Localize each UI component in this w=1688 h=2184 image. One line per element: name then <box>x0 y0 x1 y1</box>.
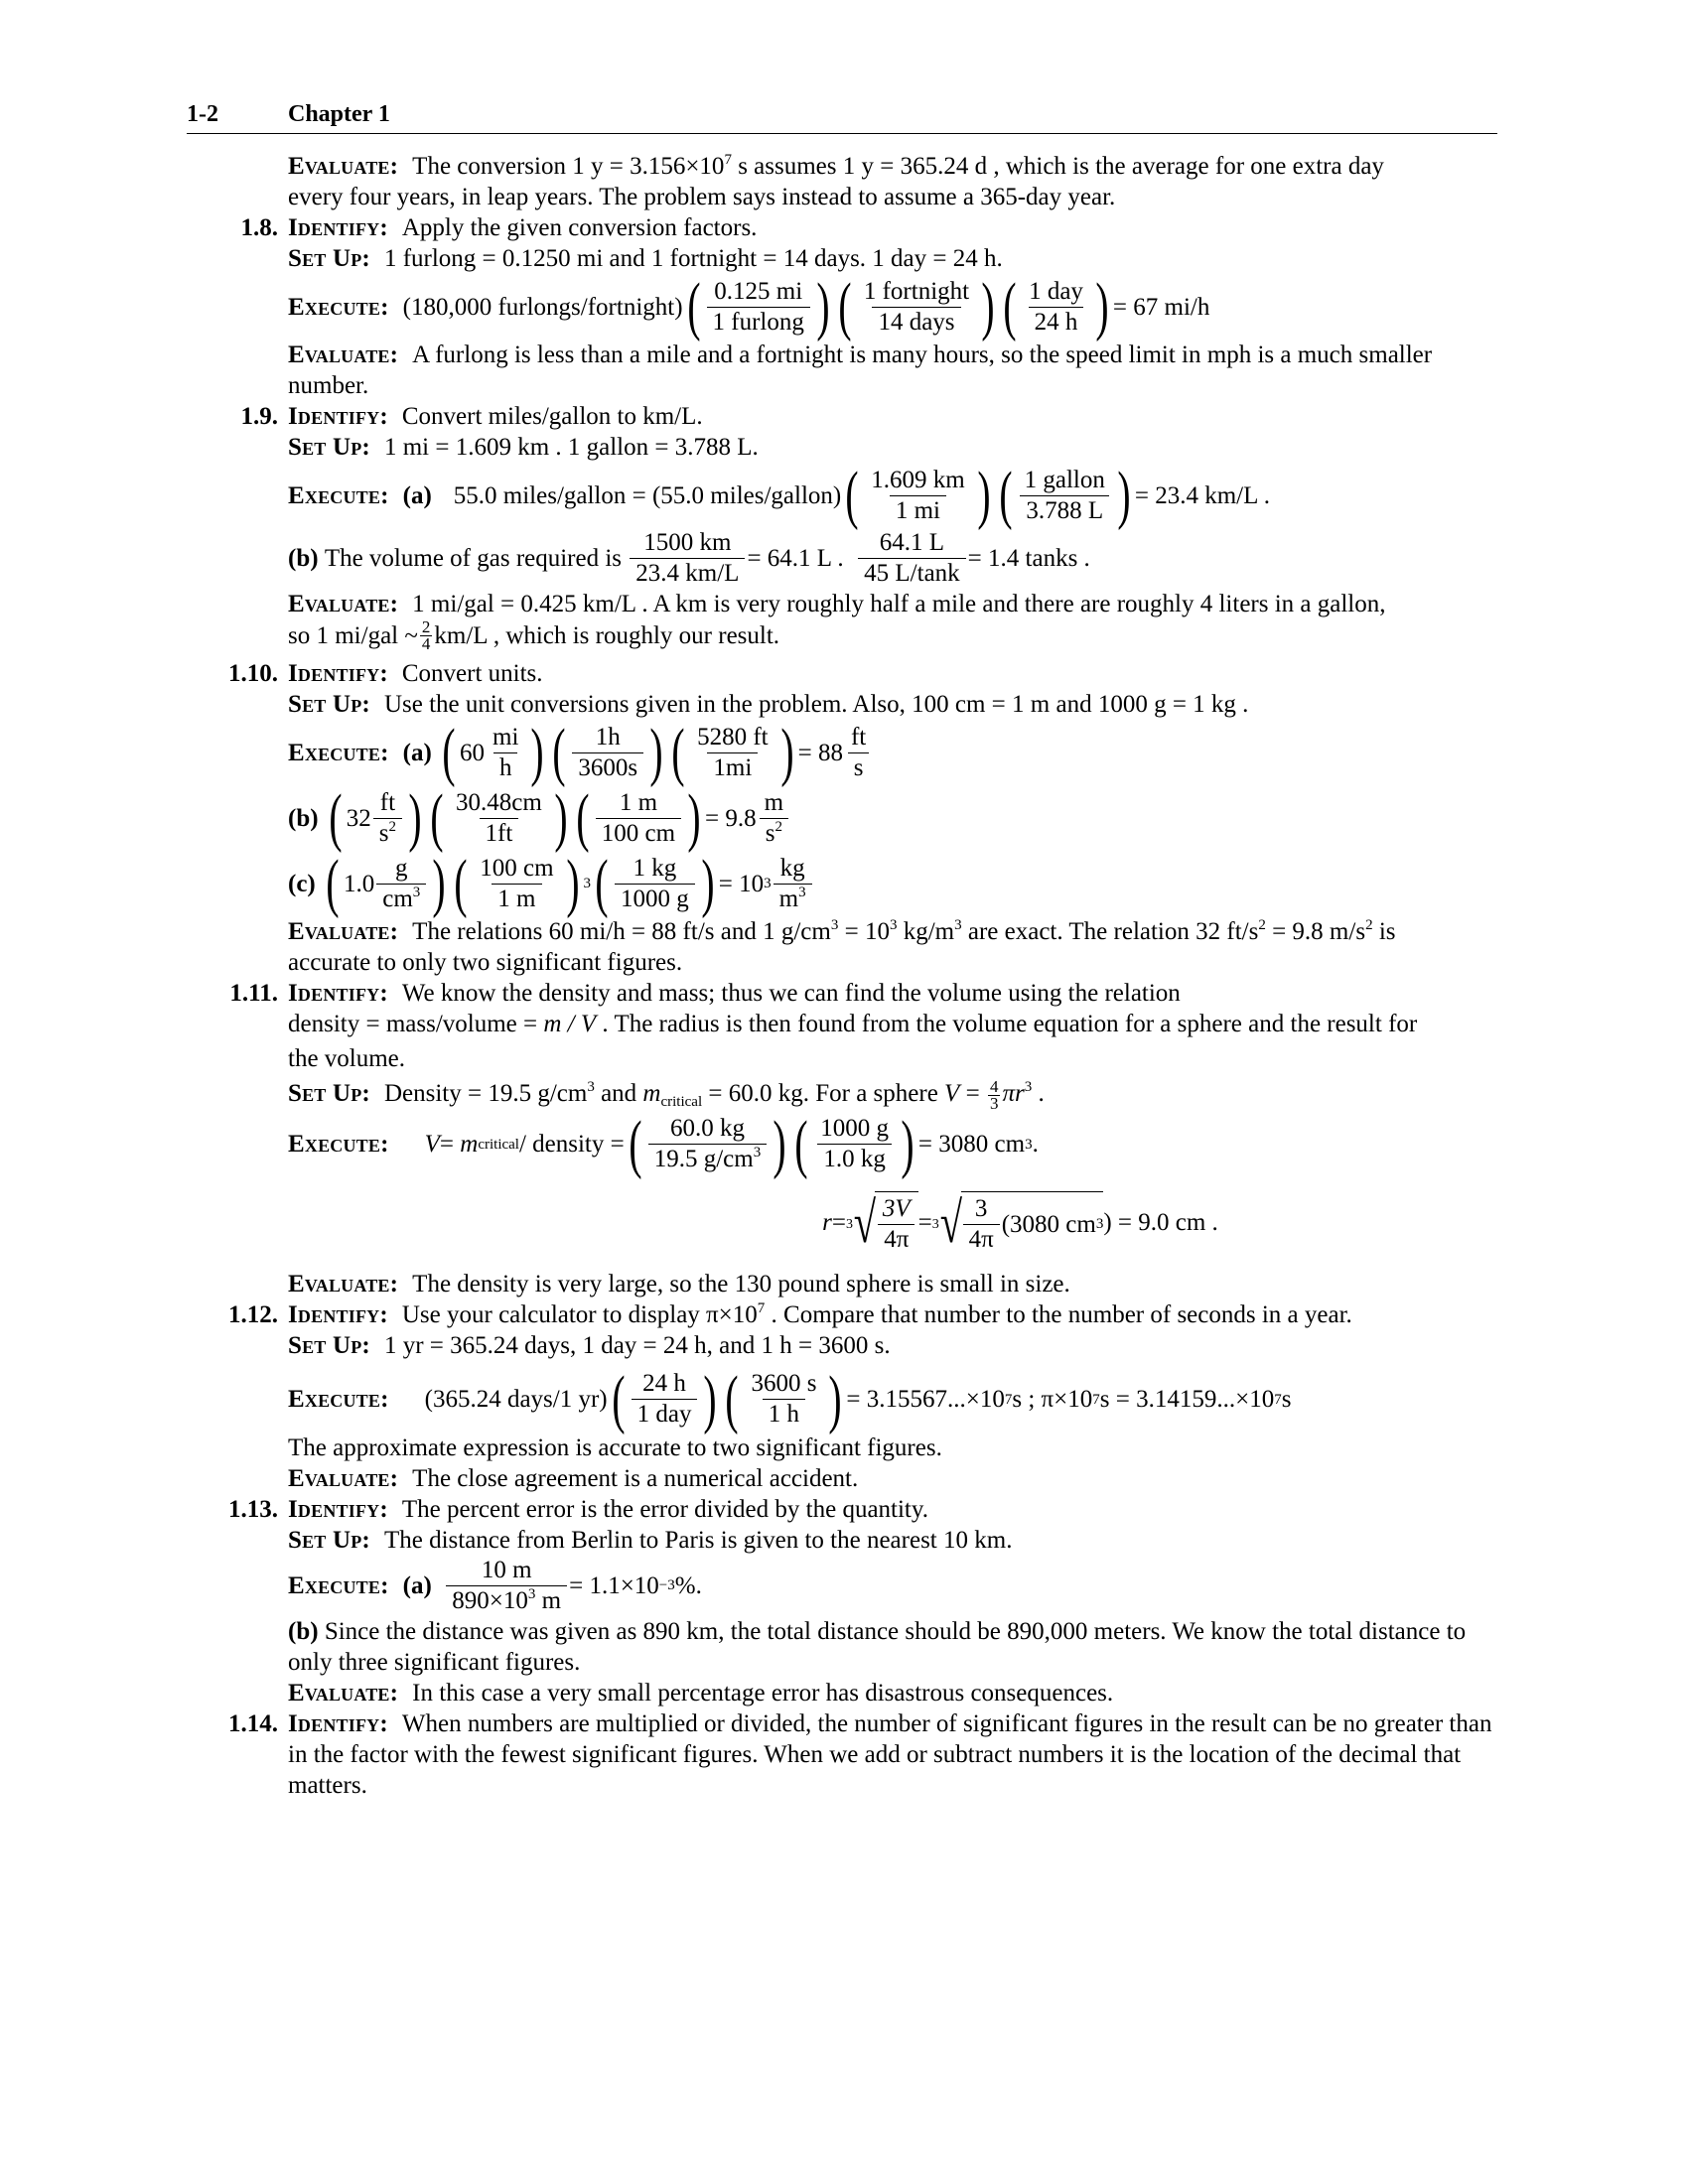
text: The conversion 1 y = 3.156×10 <box>412 153 725 180</box>
part-label: (b) <box>288 545 319 572</box>
page-header <box>187 99 1497 134</box>
numerator: ft <box>379 788 396 816</box>
denominator: h <box>493 752 518 783</box>
execute-equation: Execute: (365.24 days/1 yr) ( $\frac{24 h}{\text{1 day}}$ ) ( $\frac{3600 s}{1 h}$ ) = 3.15567...×10 7 s ; π×10 7 s = 3.14159...×10 7 s <box>288 1362 1292 1435</box>
text: The distance from Berlin to Paris is given to the nearest 10 km. <box>383 1526 1013 1554</box>
problem-1-14 <box>228 1708 1504 1801</box>
denominator: s <box>848 752 870 783</box>
factor: ( $\frac{24 h}{\text{1 day}}$ ) <box>612 1362 718 1435</box>
factor: ( $\frac{1000 g}{1.0 kg}$ ) <box>794 1107 914 1180</box>
denominator: 4π <box>963 1224 1000 1255</box>
setup-line <box>288 689 1504 720</box>
text: 1 furlong = 0.1250 mi and 1 fortnight = 14 days. 1 day = 24 h. <box>383 245 1003 272</box>
exponent: 2 <box>1258 917 1266 933</box>
denominator: 1ft <box>480 818 519 849</box>
denominator: 1.0 kg <box>817 1144 892 1174</box>
denominator: 45 L/tank <box>858 558 966 589</box>
text: = 1.4 tanks . <box>967 545 1090 572</box>
factor: ( $\frac{\text{1 day}}{24 h}$ ) <box>1003 270 1109 342</box>
text: s <box>765 819 775 847</box>
setup-label: Set Up: <box>288 434 370 461</box>
exponent: 3 <box>753 1145 762 1161</box>
fraction <box>774 854 812 914</box>
text: are exact. The relation 32 ft/s <box>961 918 1259 945</box>
identify-line <box>288 1708 1504 1801</box>
execute-b-equation <box>288 781 1504 854</box>
denominator <box>878 1224 914 1255</box>
execute-a-equation: Execute: (a) $\frac{10 m}{890\times 10^3 m}$ = 1.1×10 −3 %. <box>288 1556 702 1614</box>
execute-b-equation <box>288 528 1504 589</box>
exponent: 3 <box>798 884 806 900</box>
variable: V <box>424 1131 440 1159</box>
setup-label: Set Up: <box>288 1331 370 1359</box>
text: = <box>917 1209 932 1237</box>
problem-number: 1.14. <box>228 1709 278 1737</box>
text: When numbers are multiplied or divided, the number of significant figures in the result can be no greater than in the factor with the fewest significant figures. When we add or subtract numbers it is the location of the decimal that matters. <box>288 1709 1492 1799</box>
denominator <box>376 884 426 914</box>
text: s <box>1281 1386 1292 1414</box>
evaluate-label: Evaluate: <box>288 918 399 945</box>
factor: ( 32 $\frac{ft}{s^2}$ ) <box>329 781 422 854</box>
exponent: 7 <box>724 152 732 168</box>
variable: 3V <box>882 1194 911 1222</box>
part-label: (a) <box>402 739 432 766</box>
part-label: (b) <box>288 1617 319 1645</box>
text: Convert miles/gallon to km/L. <box>401 403 703 430</box>
subscript: critical <box>660 1094 703 1110</box>
setup-label: Set Up: <box>288 1526 370 1554</box>
text: (3080 cm <box>1001 1210 1096 1238</box>
setup-label: Set Up: <box>288 1080 370 1107</box>
text: Density = 19.5 g/cm <box>383 1080 588 1107</box>
factor: ( 1.0 $\frac{g}{cm^3}$ ) <box>326 847 446 919</box>
denominator: 3600s <box>572 752 643 783</box>
text: m <box>778 885 799 912</box>
numerator: 1 gallon <box>1024 466 1105 493</box>
denominator: 3.788 L <box>1020 495 1109 526</box>
identify-line <box>288 1299 1504 1330</box>
text: = 23.4 km/L . <box>1134 481 1270 509</box>
coefficient: 1.0 <box>343 870 375 897</box>
evaluate-line <box>288 916 1504 947</box>
text: s assumes 1 y = 365.24 d , which is the average for one extra day <box>731 153 1384 180</box>
numerator: kg <box>779 854 805 882</box>
denominator: 24 h <box>1029 307 1084 338</box>
setup-line <box>288 432 1504 463</box>
problem-number: 1.12. <box>228 1300 278 1328</box>
evaluate-line <box>288 1678 1504 1708</box>
numerator: 60.0 kg <box>669 1115 745 1143</box>
setup-line <box>288 1330 1504 1361</box>
numerator: 3600 s <box>751 1370 817 1398</box>
execute-b-line <box>288 1616 1504 1678</box>
text: The density is very large, so the 130 pound sphere is small in size. <box>412 1270 1070 1297</box>
setup-label: Set Up: <box>288 691 370 718</box>
execute-label: Execute: <box>288 293 389 321</box>
text: = 67 mi/h <box>1112 293 1210 321</box>
identify-line-2 <box>288 1009 1504 1039</box>
text: = 3080 cm <box>917 1131 1026 1159</box>
text: = 10 <box>838 918 890 945</box>
text: m <box>535 1586 562 1614</box>
execute-equation <box>288 270 1504 342</box>
text: = 9.8 m/s <box>1265 918 1366 945</box>
factor: ( $\frac{1.609 km}{1 mi}$ ) <box>845 459 991 531</box>
radius-expression <box>822 1191 1218 1255</box>
identify-line <box>288 978 1504 1009</box>
text: kg/m <box>897 918 955 945</box>
numerator: 0.125 mi <box>714 277 803 305</box>
text: = 88 <box>797 739 843 766</box>
evaluate-label: Evaluate: <box>288 1679 399 1706</box>
execute-label: Execute: <box>288 1386 389 1414</box>
text: . <box>1032 1131 1039 1159</box>
text: 4π <box>884 1225 910 1253</box>
fraction <box>858 528 966 589</box>
page-number: 1-2 <box>187 101 218 127</box>
factor: ( $\frac{\text{1 fortnight}}{\text{14 days}}$ ) <box>838 270 995 342</box>
factor: ( $\frac{5280 ft}{1mi}$ ) <box>671 716 794 788</box>
evaluate-line <box>288 589 1504 619</box>
text: = <box>439 1131 455 1159</box>
setup-line <box>288 1525 1504 1556</box>
problem-1-9 <box>240 401 1504 653</box>
numerator: 64.1 L <box>879 529 945 556</box>
denominator: 100 cm <box>596 818 681 849</box>
denominator: 23.4 km/L <box>630 558 745 589</box>
numerator: m <box>764 788 784 816</box>
evaluate-line-2: every four years, in leap years. The problem says instead to assume a 365-day year. <box>288 184 1116 210</box>
evaluate-line-2: accurate to only two significant figures. <box>288 949 683 976</box>
denominator <box>648 1144 768 1174</box>
factor: ( $\frac{1 kg}{1000 g}$ ) <box>595 847 715 919</box>
setup-label: Set Up: <box>288 245 370 272</box>
text: Apply the given conversion factors. <box>401 214 758 241</box>
variable: V <box>944 1080 960 1107</box>
text: = 60.0 kg. For a sphere <box>702 1080 945 1107</box>
part-label: (c) <box>288 870 316 897</box>
numerator: 100 cm <box>480 854 554 882</box>
identify-line <box>288 658 1504 689</box>
text: 1 mi = 1.609 km . 1 gallon = 3.788 L. <box>383 434 759 461</box>
identify-label: Identify: <box>288 980 388 1007</box>
text: so 1 mi/gal ~ <box>288 622 418 649</box>
identify-label: Identify: <box>288 1709 388 1737</box>
numerator: mi <box>492 723 519 751</box>
problem-number: 1.10. <box>228 660 278 687</box>
factor: ( $\frac{30.48cm}{1ft}$ ) <box>430 781 568 854</box>
factor: ( $\frac{1 m}{100 cm}$ ) <box>576 781 701 854</box>
text: 890×10 <box>452 1586 528 1614</box>
denominator: 1 mi <box>890 495 946 526</box>
numerator: 1 m <box>619 788 658 816</box>
factor: ( $\frac{100 cm}{1 m}$ ) 3 <box>454 847 592 919</box>
setup-line <box>288 243 1504 274</box>
text: = <box>831 1209 847 1237</box>
text: = <box>959 1080 986 1107</box>
text: = 64.1 L . <box>747 545 844 572</box>
text: 1 mi/gal = 0.425 km/L . A km is very roughly half a mile and there are roughly 4 liters in a gallon, <box>412 591 1386 617</box>
chapter-title: Chapter 1 <box>288 101 390 127</box>
exponent: 3 <box>527 1585 536 1602</box>
numerator: 1500 km <box>643 529 732 556</box>
text: is <box>1372 918 1396 945</box>
numerator: 3 <box>974 1194 988 1222</box>
identify-label: Identify: <box>288 214 388 241</box>
denominator <box>760 818 788 849</box>
numerator: 1h <box>595 723 621 751</box>
denominator <box>446 1585 567 1616</box>
text: (180,000 furlongs/fortnight) <box>402 293 683 321</box>
denominator: 1 day <box>632 1399 698 1430</box>
root-index: 3 <box>846 1216 854 1232</box>
identify-line <box>288 401 1504 432</box>
denominator <box>373 818 402 849</box>
evaluate-line <box>288 340 1504 401</box>
evaluate-label: Evaluate: <box>288 341 399 368</box>
text: The relations 60 mi/h = 88 ft/s and 1 g/cm <box>412 918 831 945</box>
numerator: 1 day <box>1029 277 1083 305</box>
cube-root: 3 √ $\frac{3}{4\pi}$ (3080 cm 3 <box>931 1189 1104 1255</box>
numerator: 30.48cm <box>456 788 542 816</box>
numerator: 1 kg <box>633 854 677 882</box>
exponent: 3 <box>1024 1079 1033 1095</box>
numerator: 2 <box>421 617 431 636</box>
text: The close agreement is a numerical accident. <box>412 1464 859 1492</box>
identify-line <box>288 1494 1504 1525</box>
fraction <box>630 528 745 589</box>
denominator: 4 <box>421 634 431 653</box>
problem-number: 1.8. <box>240 214 278 241</box>
part-label: (b) <box>288 804 319 832</box>
problem-1-11 <box>229 978 1504 1299</box>
variable: πr <box>1002 1080 1025 1107</box>
radius-equation <box>288 1191 1504 1255</box>
exponent: 3 <box>954 917 962 933</box>
text: = 3.15567...×10 <box>846 1386 1005 1414</box>
factor: ( 60 $\frac{mi}{h}$ ) <box>442 716 545 788</box>
identify-label: Identify: <box>288 660 388 687</box>
text: A furlong is less than a mile and a fortnight is many hours, so the speed limit in mph is a much smaller number. <box>288 341 1433 399</box>
text: . The radius is then found from the volume equation for a sphere and the result for <box>596 1011 1418 1037</box>
text: = 1.1×10 <box>569 1571 659 1599</box>
fraction <box>446 1556 567 1616</box>
denominator: 14 days <box>872 307 960 338</box>
numerator: 10 m <box>481 1556 532 1583</box>
text: s <box>378 819 389 847</box>
text: Use your calculator to display π×10 <box>401 1300 758 1328</box>
exponent: 7 <box>757 1299 766 1316</box>
factor: ( $\frac{0.125 mi}{\text{1 furlong}}$ ) <box>686 270 830 342</box>
text: . Compare that number to the number of seconds in a year. <box>765 1300 1352 1328</box>
execute-a-equation <box>288 459 1504 531</box>
text: s = 3.14159...×10 <box>1099 1386 1275 1414</box>
execute-label: Execute: <box>288 481 389 509</box>
execute-label: Execute: <box>288 1571 389 1599</box>
root-index: 3 <box>931 1216 939 1232</box>
note-line: The approximate expression is accurate to two significant figures. <box>288 1433 942 1461</box>
problem-1-8 <box>240 212 1504 401</box>
text: 55.0 miles/gallon = (55.0 miles/gallon) <box>453 481 842 509</box>
evaluate-label: Evaluate: <box>288 153 399 180</box>
evaluate-line <box>288 1269 1504 1299</box>
coefficient: 60 <box>460 739 486 766</box>
problem-1-10 <box>228 658 1504 978</box>
numerator: 1.609 km <box>871 466 965 493</box>
text: The volume of gas required is <box>324 545 623 572</box>
text: Since the distance was given as 890 km, the total distance should be 890,000 meters. We know the total distance to only three significant figures. <box>288 1617 1467 1676</box>
identify-label: Identify: <box>288 1495 388 1523</box>
text: cm <box>382 885 413 912</box>
text: In this case a very small percentage error has disastrous consequences. <box>412 1679 1114 1706</box>
denominator <box>774 884 812 914</box>
text: Convert units. <box>401 660 543 687</box>
coefficient: 32 <box>346 804 371 832</box>
evaluate-label: Evaluate: <box>288 1464 399 1492</box>
factor: ( $\frac{3600 s}{1 h}$ ) <box>725 1362 843 1435</box>
denominator: 1 furlong <box>707 307 810 338</box>
variable: m <box>460 1131 479 1159</box>
numerator: ft <box>850 723 867 751</box>
text: We know the density and mass; thus we can find the volume using the relation <box>401 980 1181 1007</box>
text: ) = 9.0 cm . <box>1103 1209 1218 1237</box>
evaluate-label: Evaluate: <box>288 591 399 617</box>
problem-1-12 <box>228 1299 1504 1494</box>
execute-equation: Execute: V = m critical / density = ( $\frac{60.0 kg}{19.5 g/cm^3}$ ) ( $\frac{1000 g}{1.0 kg}$ ) = 3080 cm 3 . <box>288 1107 1039 1180</box>
evaluate-line <box>288 1463 1504 1494</box>
denominator: 1000 g <box>615 884 695 914</box>
factor: ( $\frac{1h}{3600s}$ ) <box>552 716 663 788</box>
text: and <box>594 1080 643 1107</box>
problem-1-13 <box>228 1494 1504 1708</box>
numerator: g <box>395 854 408 882</box>
text: %. <box>674 1571 702 1599</box>
numerator <box>877 1194 916 1224</box>
text: 1 yr = 365.24 days, 1 day = 24 h, and 1 h = 3600 s. <box>383 1331 891 1359</box>
text: km/L , which is roughly our result. <box>434 622 780 649</box>
denominator: 1 m <box>492 884 541 914</box>
variable: m <box>642 1080 661 1107</box>
fraction <box>759 788 789 849</box>
numerator: 1000 g <box>820 1115 889 1143</box>
numerator: 24 h <box>642 1370 686 1398</box>
text: Use the unit conversions given in the problem. Also, 100 cm = 1 m and 1000 g = 1 kg . <box>383 691 1249 718</box>
variable: m / V <box>543 1011 597 1037</box>
text: . <box>1032 1080 1045 1107</box>
exponent: 3 <box>412 884 421 900</box>
execute-label: Execute: <box>288 1131 389 1159</box>
evaluate-line-2 <box>288 619 1504 652</box>
identify-line <box>288 212 1504 243</box>
cube-root: 3 √ $\frac{3V}{4\pi}$ <box>846 1191 918 1255</box>
text: = 10 <box>718 870 765 897</box>
problem-number: 1.11. <box>229 980 278 1007</box>
part-label: (a) <box>402 481 432 509</box>
identify-line-3: the volume. <box>288 1045 406 1072</box>
text: = 9.8 <box>705 804 757 832</box>
execute-c-equation: (c) ( 1.0 $\frac{g}{cm^3}$ ) ( $\frac{100 cm}{1 m}$ ) 3 ( $\frac{1 kg}{1000 g}$ ) = 10 3 $\frac{kg}{m^3}$ <box>288 851 1504 916</box>
denominator: 1mi <box>707 752 758 783</box>
factor: ( $\frac{\text{1 gallon}}{3.788 L}$ ) <box>999 459 1131 531</box>
text: s ; π×10 <box>1012 1386 1093 1414</box>
execute-a-equation <box>288 716 1504 788</box>
problem-number: 1.13. <box>228 1495 278 1523</box>
problem-number: 1.9. <box>240 403 278 430</box>
exponent: 3 <box>889 917 898 933</box>
fraction <box>845 723 872 783</box>
exponent: 2 <box>388 818 397 835</box>
part-label: (a) <box>402 1571 432 1599</box>
denominator: 3 <box>989 1093 999 1113</box>
numerator: 1 fortnight <box>863 277 970 305</box>
exponent: 2 <box>774 818 782 835</box>
problem-1-7-continuation <box>288 151 1504 212</box>
text: The percent error is the error divided by the quantity. <box>401 1495 929 1523</box>
exponent: 3 <box>830 917 839 933</box>
text: density = mass/volume = <box>288 1011 544 1037</box>
fraction <box>988 1076 1001 1113</box>
exponent: 3 <box>587 1079 595 1095</box>
evaluate-line <box>288 151 1504 182</box>
solutions-content <box>228 151 1504 1801</box>
evaluate-label: Evaluate: <box>288 1270 399 1297</box>
numerator: 5280 ft <box>697 723 769 751</box>
exponent: 2 <box>1365 917 1373 933</box>
setup-line <box>288 1078 1504 1112</box>
denominator: 1 h <box>763 1399 805 1430</box>
factor: ( $\frac{60.0 kg}{19.5 g/cm^3}$ ) <box>629 1107 786 1180</box>
numerator: 4 <box>989 1076 999 1096</box>
text: (365.24 days/1 yr) <box>424 1386 608 1414</box>
execute-label: Execute: <box>288 739 389 766</box>
text: / density = <box>518 1131 625 1159</box>
text: 19.5 g/cm <box>653 1146 754 1173</box>
variable: r <box>822 1209 832 1237</box>
fraction <box>420 619 433 652</box>
identify-label: Identify: <box>288 1300 388 1328</box>
identify-label: Identify: <box>288 403 388 430</box>
